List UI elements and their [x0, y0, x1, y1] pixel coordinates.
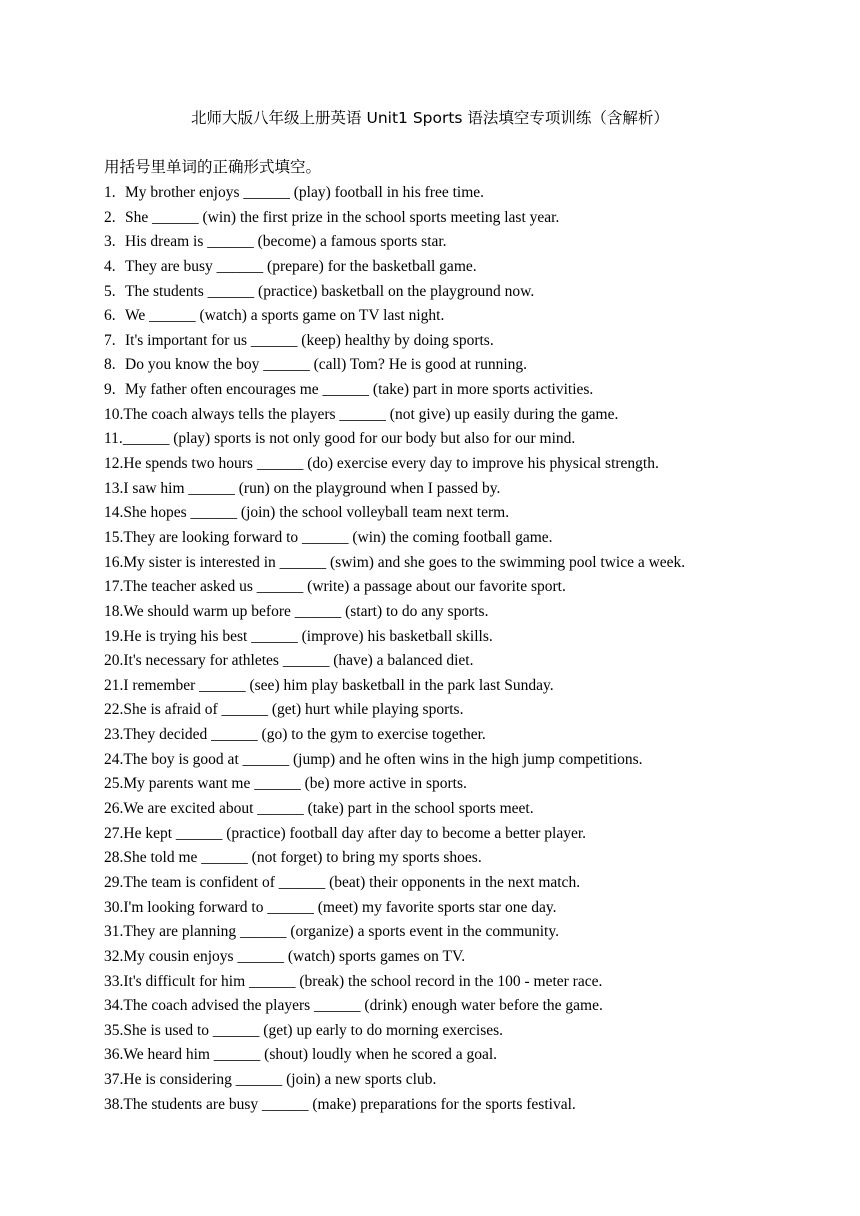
question-number: 30. — [104, 898, 124, 916]
question-number: 2. — [104, 208, 116, 226]
question-item — [104, 551, 804, 576]
question-number: 31. — [104, 923, 124, 941]
question-number: 29. — [104, 873, 124, 891]
question-item — [104, 206, 804, 231]
question-number: 26. — [104, 800, 124, 818]
question-item — [104, 230, 804, 255]
question-number: 17. — [104, 578, 124, 596]
question-number: 16. — [104, 553, 124, 571]
question-number: 19. — [104, 627, 124, 645]
question-number: 9. — [104, 381, 116, 399]
question-number: 28. — [104, 849, 124, 867]
question-text: The boy is good at ______ (jump) and he often wins in the high jump competitions. — [123, 750, 643, 768]
question-list — [104, 181, 804, 1117]
question-text: He is considering ______ (join) a new sports club. — [123, 1071, 437, 1089]
question-text: I saw him ______ (run) on the playground when I passed by. — [123, 479, 501, 497]
question-text: He spends two hours ______ (do) exercise every day to improve his physical strength. — [123, 455, 659, 473]
question-number: 34. — [104, 997, 124, 1015]
question-text: It's difficult for him ______ (break) the school record in the 100 - meter race. — [123, 972, 603, 990]
question-number: 38. — [104, 1095, 124, 1113]
question-number: 5. — [104, 282, 116, 300]
question-item — [104, 896, 804, 921]
question-number: 14. — [104, 504, 124, 522]
question-item — [104, 575, 804, 600]
question-item — [104, 1068, 804, 1093]
question-item — [104, 526, 804, 551]
question-text: His dream is ______ (become) a famous sports star. — [125, 233, 447, 251]
question-item — [104, 181, 804, 206]
question-text: We heard him ______ (shout) loudly when he scored a goal. — [123, 1046, 498, 1064]
question-item — [104, 723, 804, 748]
question-text: Do you know the boy ______ (call) Tom? He is good at running. — [125, 356, 528, 374]
question-item — [104, 329, 804, 354]
question-number: 1. — [104, 184, 116, 201]
question-number: 6. — [104, 307, 116, 325]
question-text: They are looking forward to ______ (win) the coming football game. — [123, 528, 553, 546]
question-text: He is trying his best ______ (improve) his basketball skills. — [123, 627, 493, 645]
question-text: We should warm up before ______ (start) to do any sports. — [123, 602, 489, 620]
question-text: It's necessary for athletes ______ (have) a balanced diet. — [123, 652, 474, 670]
question-number: 27. — [104, 824, 124, 842]
question-number: 10. — [104, 405, 124, 423]
question-number: 4. — [104, 257, 116, 275]
question-text: ______ (play) sports is not only good for our body but also for our mind. — [122, 430, 576, 448]
question-text: She is used to ______ (get) up early to do morning exercises. — [123, 1021, 504, 1039]
question-number: 24. — [104, 750, 124, 768]
question-text: My sister is interested in ______ (swim) and she goes to the swimming pool twice a week. — [123, 553, 686, 571]
question-text: The coach always tells the players ______ (not give) up easily during the game. — [123, 405, 619, 423]
question-number: 15. — [104, 528, 124, 546]
question-text: My father often encourages me ______ (take) part in more sports activities. — [125, 381, 594, 399]
question-text: My cousin enjoys ______ (watch) sports games on TV. — [123, 947, 466, 965]
question-number: 22. — [104, 701, 124, 719]
instruction-text: 用括号里单词的正确形式填空。 — [104, 158, 322, 176]
question-text: It's important for us ______ (keep) healthy by doing sports. — [125, 331, 494, 349]
question-item — [104, 403, 804, 428]
question-text: I'm looking forward to ______ (meet) my favorite sports star one day. — [123, 898, 557, 916]
question-text: The teacher asked us ______ (write) a passage about our favorite sport. — [123, 578, 566, 596]
question-number: 36. — [104, 1046, 124, 1064]
question-item — [104, 748, 804, 773]
question-text: She hopes ______ (join) the school volleyball team next term. — [123, 504, 510, 522]
question-item — [104, 1019, 804, 1044]
question-text: My parents want me ______ (be) more active in sports. — [123, 775, 467, 793]
page-title: 北师大版八年级上册英语 Unit1 Sports 语法填空专项训练（含解析） — [191, 109, 669, 127]
question-number: 32. — [104, 947, 124, 965]
question-item — [104, 994, 804, 1019]
question-item — [104, 280, 804, 305]
question-item — [104, 452, 804, 477]
question-text: He kept ______ (practice) football day after day to become a better player. — [123, 824, 587, 842]
question-item — [104, 1043, 804, 1068]
question-item — [104, 649, 804, 674]
question-number: 12. — [104, 455, 124, 473]
question-item — [104, 378, 804, 403]
question-text: She is afraid of ______ (get) hurt while playing sports. — [123, 701, 464, 719]
question-text: She told me ______ (not forget) to bring my sports shoes. — [123, 849, 482, 867]
question-text: The coach advised the players ______ (drink) enough water before the game. — [123, 997, 603, 1015]
question-item — [104, 871, 804, 896]
question-item — [104, 625, 804, 650]
question-item — [104, 772, 804, 797]
question-text: They are busy ______ (prepare) for the basketball game. — [125, 257, 477, 275]
question-text: They are planning ______ (organize) a sports event in the community. — [123, 923, 559, 941]
question-number: 20. — [104, 652, 124, 670]
question-number: 3. — [104, 233, 116, 251]
question-item — [104, 674, 804, 699]
question-item — [104, 846, 804, 871]
question-text: The team is confident of ______ (beat) their opponents in the next match. — [123, 873, 581, 891]
question-number: 35. — [104, 1021, 124, 1039]
question-item — [104, 920, 804, 945]
question-item — [104, 945, 804, 970]
question-text: I remember ______ (see) him play basketball in the park last Sunday. — [123, 676, 554, 694]
question-text: She ______ (win) the first prize in the school sports meeting last year. — [125, 208, 560, 226]
question-item — [104, 477, 804, 502]
question-text: The students ______ (practice) basketball on the playground now. — [125, 282, 535, 300]
question-item — [104, 797, 804, 822]
question-item — [104, 353, 804, 378]
question-number: 13. — [104, 479, 124, 497]
question-number: 11. — [104, 430, 123, 448]
question-text: We ______ (watch) a sports game on TV last night. — [125, 307, 445, 325]
question-number: 37. — [104, 1071, 124, 1089]
question-number: 33. — [104, 972, 124, 990]
question-item — [104, 600, 804, 625]
question-text: The students are busy ______ (make) preparations for the sports festival. — [123, 1095, 576, 1113]
question-text: We are excited about ______ (take) part in the school sports meet. — [123, 800, 534, 818]
question-item — [104, 427, 804, 452]
question-item — [104, 698, 804, 723]
question-number: 18. — [104, 602, 124, 620]
question-number: 21. — [104, 676, 124, 694]
question-item — [104, 1093, 804, 1118]
question-number: 25. — [104, 775, 124, 793]
question-item — [104, 970, 804, 995]
question-item — [104, 304, 804, 329]
question-item — [104, 255, 804, 280]
question-text: My brother enjoys ______ (play) football in his free time. — [125, 184, 485, 201]
question-number: 7. — [104, 331, 116, 349]
question-text: They decided ______ (go) to the gym to exercise together. — [123, 726, 486, 744]
question-number: 23. — [104, 726, 124, 744]
question-item — [104, 501, 804, 526]
question-item — [104, 822, 804, 847]
question-number: 8. — [104, 356, 116, 374]
